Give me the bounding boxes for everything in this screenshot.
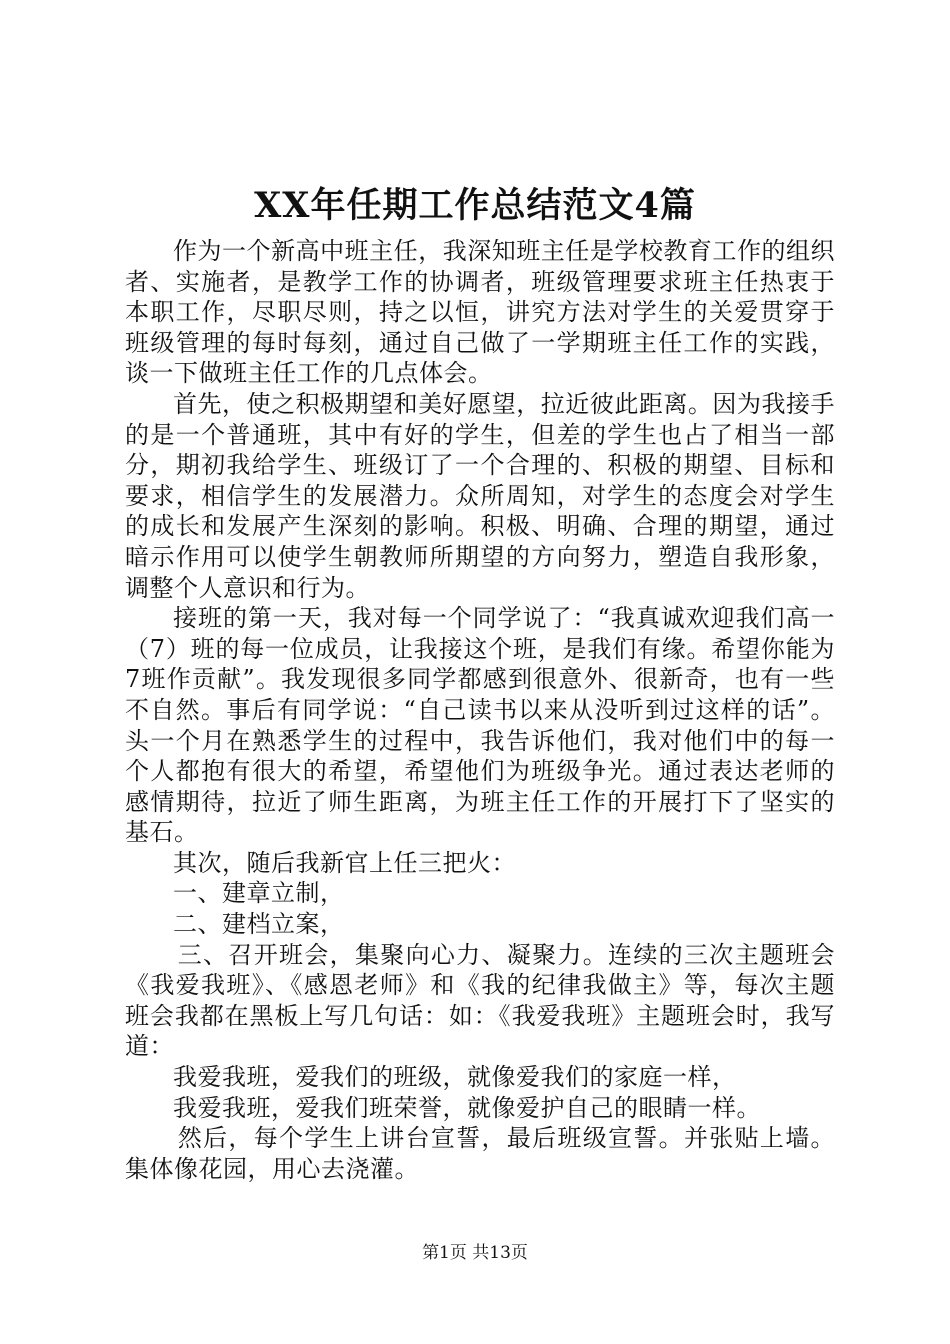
document-title: XX年任期工作总结范文4篇 (254, 185, 696, 226)
quote-line: 我爱我班，爱我们班荣誉，就像爱护自己的眼睛一样。 (173, 1093, 761, 1122)
paragraph: 其次，随后我新官上任三把火： (173, 848, 516, 877)
quote-line: 我爱我班，爱我们的班级，就像爱我们的家庭一样， (173, 1063, 737, 1092)
list-item: 二、建档立案， (173, 910, 345, 939)
paragraph: 接班的第一天，我对每一个同学说了：“我真诚欢迎我们高一（7）班的每一位成员，让我接这个班，是我们有缘。希望你能为7班作贡献”。我发现很多同学都感到很意外、很新奇，也有一些不自然。事后有同学说：“自己读书以来从没听到过这样的话”。头一个月在熟悉学生的过程中，我告诉他们，我对他们中的每一个人都抱有很大的希望，希望他们为班级争光。通过表达老师的感情期待，拉近了师生距离，为班主任工作的开展打下了坚实的基石。 (125, 604, 835, 847)
list-item: 一、建章立制， (173, 879, 345, 908)
list-item: 三、召开班会，集聚向心力、凝聚力。连续的三次主题班会《我爱我班》、《感恩老师》和《我的纪律我做主》等，每次主题班会我都在黑板上写几句话：如：《我爱我班》主题班会时，我写道： (125, 940, 835, 1061)
page-footer: 第1页 共13页 (422, 1243, 528, 1263)
paragraph: 首先，使之积极期望和美好愿望，拉近彼此距离。因为我接手的是一个普通班，其中有好的学生，但差的学生也占了相当一部分，期初我给学生、班级订了一个合理的、积极的期望、目标和要求，相信学生的发展潜力。众所周知，对学生的态度会对学生的成长和发展产生深刻的影响。积极、明确、合理的期望，通过暗示作用可以使学生朝教师所期望的方向努力，塑造自我形象，调整个人意识和行为。 (125, 389, 835, 602)
document-body (125, 236, 835, 1184)
paragraph: 作为一个新高中班主任，我深知班主任是学校教育工作的组织者、实施者，是教学工作的协调者，班级管理要求班主任热衷于本职工作，尽职尽则，持之以恒，讲究方法对学生的关爱贯穿于班级管理的每时每刻，通过自己做了一学期班主任工作的实践，谈一下做班主任工作的几点体会。 (125, 237, 835, 388)
paragraph: 然后，每个学生上讲台宣誓，最后班级宣誓。并张贴上墙。集体像花园，用心去浇灌。 (125, 1124, 835, 1183)
